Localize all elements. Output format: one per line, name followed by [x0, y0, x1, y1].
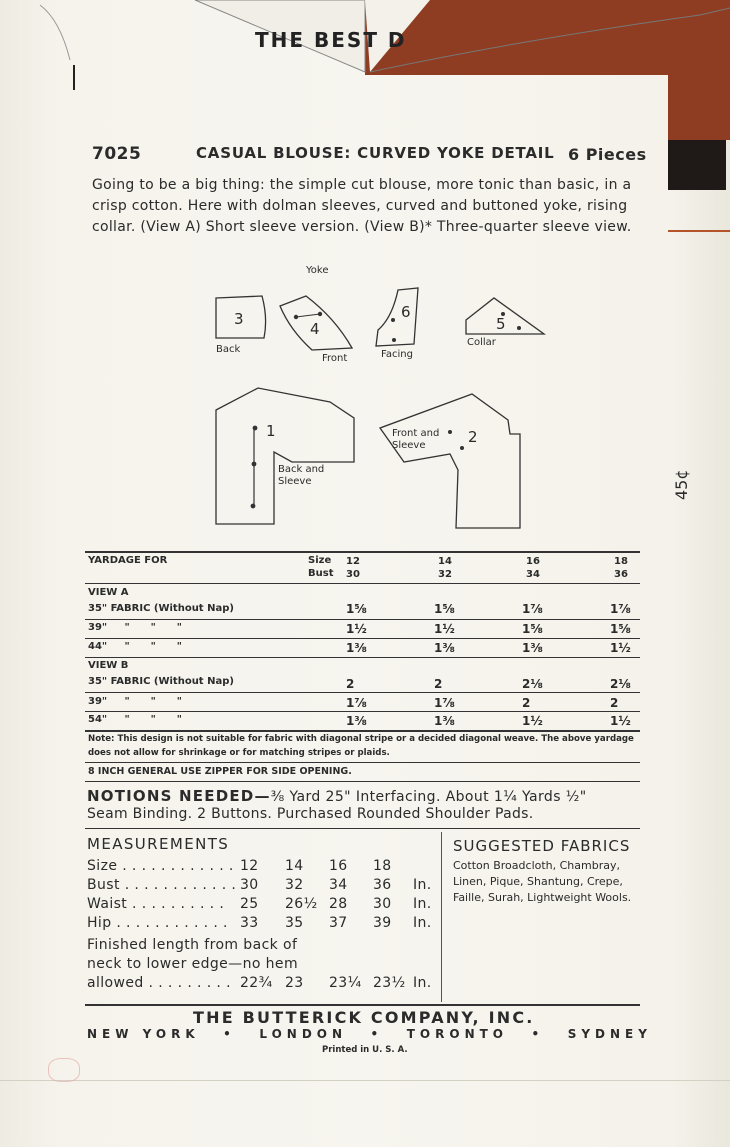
table-cell: 2⅛ [610, 677, 631, 691]
meas-value: 30 [240, 877, 259, 893]
label-line: Back and [278, 464, 325, 475]
meas-label: Hip . . . . . . . . . . . . [87, 915, 228, 931]
table-cell: 1½ [522, 714, 543, 728]
piece-2-number: 2 [468, 428, 478, 446]
meas-label: Size . . . . . . . . . . . . [87, 858, 234, 874]
pattern-title: CASUAL BLOUSE: CURVED YOKE DETAIL [196, 144, 555, 162]
table-top-rule [85, 551, 640, 553]
meas-unit: In. [413, 877, 432, 893]
piece-3-label: Back [216, 344, 241, 355]
rule [85, 638, 640, 639]
yardage-header: YARDAGE FOR [88, 555, 168, 566]
city: LONDON [259, 1027, 348, 1041]
rule [85, 583, 640, 584]
price: 45¢ [672, 469, 691, 500]
piece-3-number: 3 [234, 310, 244, 328]
table-cell: 1⅝ [346, 602, 367, 616]
table-cell: 1⅞ [434, 696, 455, 710]
pieces-count: 6 Pieces [568, 145, 647, 164]
table-cell: 1⅜ [346, 714, 367, 728]
city-separator: • [370, 1027, 384, 1041]
banner-text: THE BEST D [255, 28, 407, 52]
piece-4-number: 4 [310, 320, 320, 338]
meas-value: 35 [285, 915, 304, 931]
meas-value: 23 [285, 975, 304, 991]
notions-line1: ⅜ Yard 25" Interfacing. About 1¼ Yards ½" [270, 789, 587, 805]
meas-value: 37 [329, 915, 348, 931]
table-cell: 1⅜ [522, 641, 543, 655]
fabrics-line: Linen, Pique, Shantung, Crepe, [453, 875, 623, 888]
size-label: Size [308, 555, 332, 566]
notions-title: NOTIONS NEEDED— [87, 787, 271, 805]
size-12: 12 [346, 556, 360, 567]
piece-facing [376, 288, 418, 346]
meas-value: 30 [373, 896, 392, 912]
yoke-label: Yoke [306, 265, 329, 276]
notions [87, 787, 587, 805]
table-cell: 1½ [346, 622, 367, 636]
table-cell: 1⅝ [434, 602, 455, 616]
city-separator: • [223, 1027, 236, 1041]
table-cell: 1½ [434, 622, 455, 636]
table-row-label: 39" " " " [88, 622, 182, 633]
table-cell: 1⅜ [346, 641, 367, 655]
rule [85, 828, 640, 829]
fabrics-list [453, 858, 631, 906]
piece-front-sleeve [380, 394, 520, 528]
meas-label: Waist . . . . . . . . . . [87, 896, 225, 912]
rule [85, 619, 640, 620]
table-cell: 2 [522, 696, 531, 710]
table-cell: 2 [610, 696, 619, 710]
table-row-label: 35" FABRIC (Without Nap) [88, 676, 234, 687]
bust-34: 34 [526, 569, 540, 580]
printed-in: Printed in U. S. A. [322, 1045, 408, 1055]
meas-value: 39 [373, 915, 392, 931]
fold-line [0, 1080, 730, 1081]
table-cell: 1⅜ [434, 714, 455, 728]
size-16: 16 [526, 556, 540, 567]
fabrics-title: SUGGESTED FABRICS [453, 837, 631, 855]
meas-value: 26½ [285, 896, 318, 912]
table-cell: 1⅞ [522, 602, 543, 616]
meas-value: 14 [285, 858, 304, 874]
bust-label: Bust [308, 568, 334, 579]
rule [85, 711, 640, 712]
label-line: Sleeve [278, 476, 312, 487]
view-a-label: VIEW A [88, 587, 129, 598]
rule [85, 692, 640, 693]
finished-length-line1: Finished length from back of [87, 937, 298, 953]
meas-row [87, 858, 437, 876]
meas-row [87, 915, 437, 933]
meas-row [87, 877, 437, 895]
yardage-note-2: does not allow for shrinkage or for matching stripes or plaids. [88, 748, 390, 758]
meas-unit: In. [413, 975, 432, 991]
meas-value: 28 [329, 896, 348, 912]
piece-back-sleeve [216, 388, 354, 524]
meas-value: 32 [285, 877, 304, 893]
piece-6-label: Facing [381, 349, 413, 360]
table-row-label: 44" " " " [88, 641, 182, 652]
meas-value: 36 [373, 877, 392, 893]
piece-1-number: 1 [266, 422, 276, 440]
measurements-title: MEASUREMENTS [87, 835, 230, 853]
bust-30: 30 [346, 569, 360, 580]
rule [85, 781, 640, 782]
rule [85, 730, 640, 732]
fabrics-line: Faille, Surah, Lightweight Wools. [453, 891, 632, 904]
table-cell: 1½ [610, 714, 631, 728]
table-cell: 2⅛ [522, 677, 543, 691]
cities [87, 1027, 652, 1041]
table-cell: 1½ [610, 641, 631, 655]
table-cell: 2 [434, 677, 443, 691]
meas-value: 25 [240, 896, 259, 912]
table-cell: 1⅝ [610, 622, 631, 636]
company-name: THE BUTTERICK COMPANY, INC. [193, 1008, 535, 1027]
measurements-divider [441, 832, 442, 1002]
piece-2-label [392, 428, 439, 452]
meas-unit: In. [413, 915, 432, 931]
meas-row [87, 896, 437, 914]
meas-value: 34 [329, 877, 348, 893]
meas-label: allowed . . . . . . . . . [87, 975, 231, 991]
zipper-note: 8 INCH GENERAL USE ZIPPER FOR SIDE OPENING. [88, 766, 352, 777]
pink-stamp [48, 1058, 80, 1082]
table-cell: 1⅝ [522, 622, 543, 636]
bust-32: 32 [438, 569, 452, 580]
city: NEW YORK [87, 1027, 200, 1041]
table-row-label: 39" " " " [88, 696, 182, 707]
meas-value: 12 [240, 858, 259, 874]
meas-value: 23½ [373, 975, 406, 991]
pattern-diagram [0, 0, 730, 540]
city-separator: • [531, 1027, 545, 1041]
meas-value: 23¼ [329, 975, 362, 991]
description-line: collar. (View A) Short sleeve version. (View B)* Three-quarter sleeve view. [92, 219, 632, 235]
pattern-number: 7025 [92, 144, 142, 164]
table-cell: 1⅞ [610, 602, 631, 616]
view-b-label: VIEW B [88, 660, 129, 671]
meas-value: 33 [240, 915, 259, 931]
bust-36: 36 [614, 569, 628, 580]
piece-5-number: 5 [496, 315, 506, 333]
description-line: Going to be a big thing: the simple cut blouse, more tonic than basic, in a [92, 177, 632, 193]
rule [85, 657, 640, 658]
yardage-note-1: Note: This design is not suitable for fabric with diagonal stripe or a decided diagonal weave. The above yardage [88, 734, 634, 744]
table-row-label: 54" " " " [88, 714, 182, 725]
size-18: 18 [614, 556, 628, 567]
table-row-label: 35" FABRIC (Without Nap) [88, 603, 234, 614]
rule [85, 762, 640, 763]
meas-unit: In. [413, 896, 432, 912]
finished-length-line2: neck to lower edge—no hem [87, 956, 298, 972]
city: TORONTO [406, 1027, 508, 1041]
piece-6-number: 6 [401, 303, 411, 321]
meas-value: 22¾ [240, 975, 273, 991]
piece-1-label [278, 464, 324, 488]
label-line: Front and [392, 428, 440, 439]
fabrics-line: Cotton Broadcloth, Chambray, [453, 859, 620, 872]
rule [85, 1004, 640, 1006]
description-line: crisp cotton. Here with dolman sleeves, curved and buttoned yoke, rising [92, 198, 628, 214]
meas-row [87, 975, 437, 993]
label-line: Sleeve [392, 440, 426, 451]
meas-value: 16 [329, 858, 348, 874]
piece-4-label: Front [322, 353, 348, 364]
notions-line2: Seam Binding. 2 Buttons. Purchased Rounded Shoulder Pads. [87, 806, 534, 822]
table-cell: 1⅞ [346, 696, 367, 710]
table-cell: 1⅜ [434, 641, 455, 655]
city: SYDNEY [567, 1027, 652, 1041]
table-cell: 2 [346, 677, 355, 691]
meas-value: 18 [373, 858, 392, 874]
meas-label: Bust . . . . . . . . . . . . [87, 877, 237, 893]
size-14: 14 [438, 556, 452, 567]
piece-5-label: Collar [467, 337, 496, 348]
